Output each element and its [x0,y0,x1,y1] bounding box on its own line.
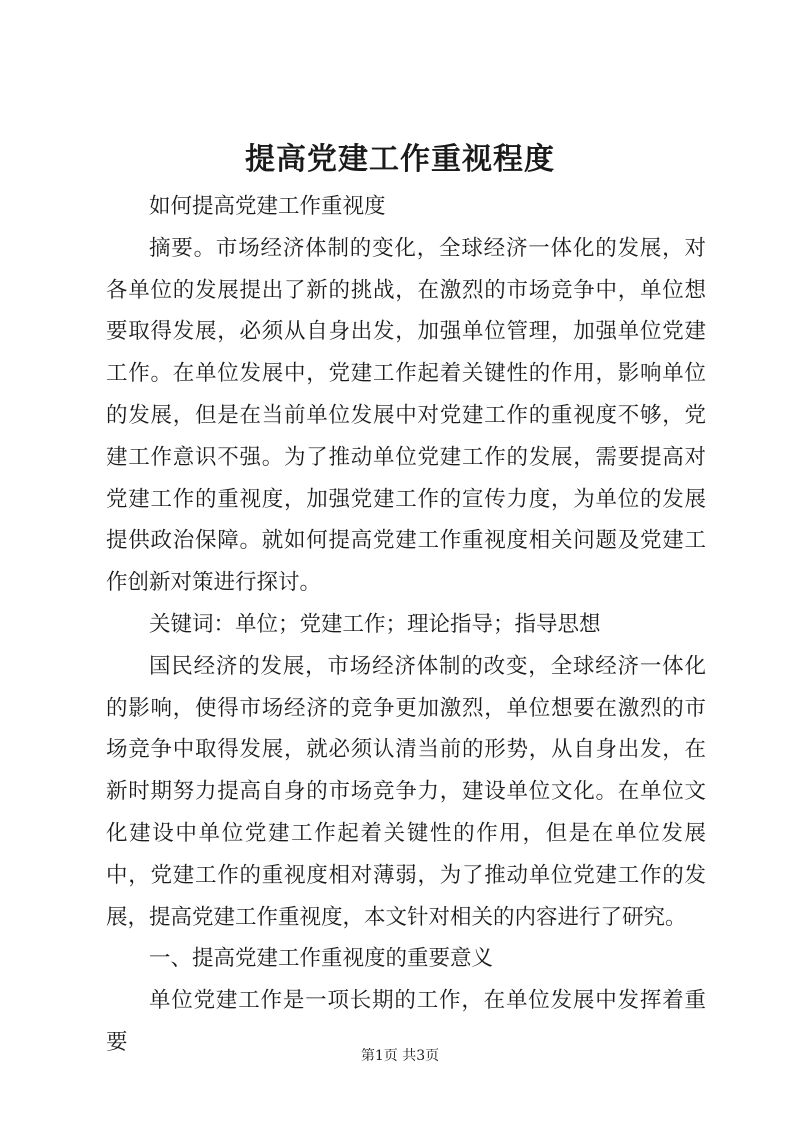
document-title: 提高党建工作重视程度 [245,142,555,177]
page-footer: 第1页 共3页 [360,1048,440,1064]
document-body [106,186,706,1064]
paragraph-section-body: 单位党建工作是一项长期的工作，在单位发展中发挥着重要 [106,988,706,1055]
section-heading: 一、提高党建工作重视度的重要意义 [149,946,494,972]
paragraph-keywords: 关键词：单位；党建工作；理论指导；指导思想 [149,611,601,637]
paragraph-subtitle: 如何提高党建工作重视度 [149,194,386,219]
paragraph-intro: 国民经济的发展，市场经济体制的改变，全球经济一体化的影响，使得市场经济的竞争更加激烈，单位想要在激烈的市场竞争中取得发展，就必须认清当前的形势，从自身出发，在新时期努力提高自身的市场竞争力，建设单位文化。在单位文化建设中单位党建工作起着关键性的作用，但是在单位发展中，党建工作的重视度相对薄弱，为了推动单位党建工作的发展，提高党建工作重视度，本文针对相关的内容进行了研究。 [106,653,706,930]
paragraph-abstract: 摘要。市场经济体制的变化，全球经济一体化的发展，对各单位的发展提出了新的挑战，在激烈的市场竞争中，单位想要取得发展，必须从自身出发，加强单位管理，加强单位党建工作。在单位发展中，党建工作起着关键性的作用，影响单位的发展，但是在当前单位发展中对党建工作的重视度不够，党建工作意识不强。为了推动单位党建工作的发展，需要提高对党建工作的重视度，加强党建工作的宣传力度，为单位的发展提供政治保障。就如何提高党建工作重视度相关问题及党建工作创新对策进行探讨。 [106,235,706,596]
